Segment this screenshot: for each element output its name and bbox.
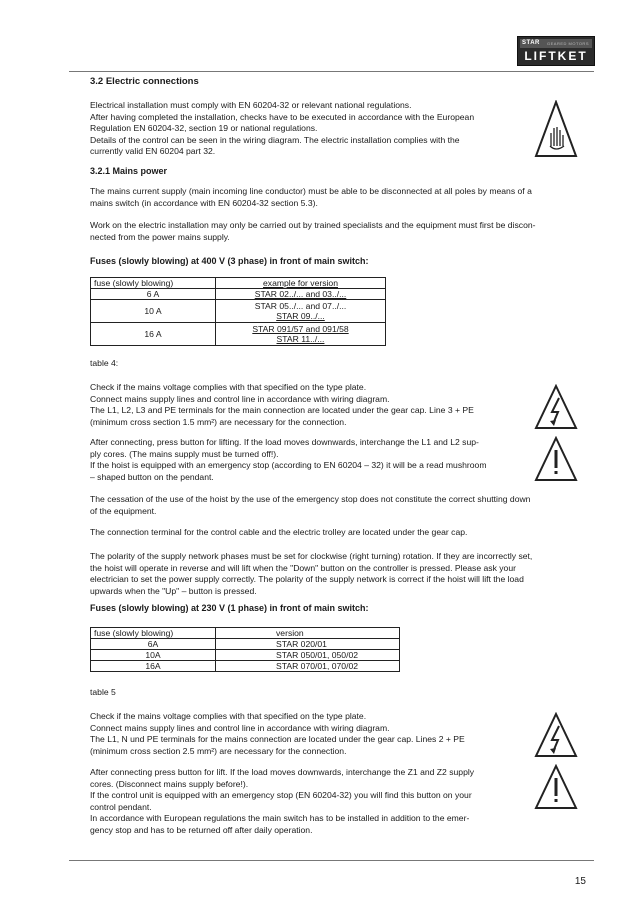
section-intro: Electrical installation must comply with EN 60204-32 or relevant national regulations. After having completed the installation, checks have to be executed in accordance with the European Regulation EN 60204-32, section 19 or national regulations. Details of the control can be seen in the wiring diagram. The electric installation complies with the currently valid EN 60204 part 32.	[90, 100, 475, 157]
table-header-row	[91, 628, 400, 639]
fuses-230-heading: Fuses (slowly blowing) at 230 V (1 phase) in front of main switch:	[90, 603, 369, 613]
table-cell: STAR 070/01, 070/02	[216, 661, 400, 672]
footer-rule	[69, 860, 594, 861]
table-cell: STAR 05../... and 07../... STAR 09../...	[216, 300, 386, 323]
table-cell: 6A	[91, 639, 216, 650]
block-6: Check if the mains voltage complies with that specified on the type plate. Connect mains supply lines and control line in accordance with wiring diagram. The L1, N und PE terminals for the mains connection are located under the gear cap. Lines 2 + PE (minimum cross section 2.5 mm²) are necessary for the connection.	[90, 711, 465, 756]
table-4-caption: table 4:	[90, 358, 119, 368]
block-7: After connecting press button for lift. If the load moves downwards, interchange the Z1 and Z2 supply cores. (Disconnect mains supply before!). If the control unit is equipped with an emergency stop (EN 60204-32) you will find this button on your control pendant. In accordance with European regulations the main switch has to be installed in addition to the emer- gency stop and has to be returned off after daily operation.	[90, 767, 475, 835]
block-3: The cessation of the use of the hoist by the use of the emergency stop does not constitute the correct shutting down of the equipment.	[90, 494, 531, 516]
hand-warning-icon	[534, 100, 578, 158]
exclamation-warning-icon	[534, 436, 578, 482]
table-row	[91, 289, 386, 300]
mains-para-2: Work on the electric installation may only be carried out by trained specialists and the equipment must first be discon- nected from the power mains supply.	[90, 220, 536, 242]
table-cell: STAR 091/57 and 091/58 STAR 11../...	[216, 323, 386, 346]
block-4: The connection terminal for the control cable and the electric trolley are located under the gear cap.	[90, 527, 468, 537]
fuses-230-table	[90, 627, 400, 672]
table-row	[91, 639, 400, 650]
table-cell: 10 A	[91, 300, 216, 323]
table-5-caption: table 5	[90, 687, 116, 697]
mains-para-1: The mains current supply (main incoming line conductor) must be able to be disconnected at all poles by means of a mains switch (in accordance with EN 60204-32 section 5.3).	[90, 186, 532, 208]
electric-warning-icon	[534, 384, 578, 430]
block-2: After connecting, press button for lifting. If the load moves downwards, interchange the L1 and L2 sup- ply cores. (The mains supply must be turned off!). If the hoist is equipped with an emergency stop (according to EN 60204 – 32) it will be a read mushroom – shaped button on the pendant.	[90, 437, 487, 482]
table-row	[91, 300, 386, 323]
table-row	[91, 661, 400, 672]
table-header-cell: version	[216, 628, 400, 639]
table-header-cell: example for version	[216, 278, 386, 289]
table-header-cell: fuse (slowly blowing)	[91, 278, 216, 289]
table-cell: STAR 02../... and 03../...	[216, 289, 386, 300]
section-title: 3.2 Electric connections	[90, 76, 199, 87]
table-cell: STAR 050/01, 050/02	[216, 650, 400, 661]
table-cell: 6 A	[91, 289, 216, 300]
table-header-cell: fuse (slowly blowing)	[91, 628, 216, 639]
liftket-logo: STAR GEARED MOTORS LIFTKET	[517, 36, 595, 66]
block-5: The polarity of the supply network phases must be set for clockwise (right turning) rotation. If they are incorrectly set, the hoist will operate in reverse and will lift when the "Down" button on the controller is pressed. Please ask your electrician to set the power supply correctly. The polarity of the supply network is correct if the hoist will lift the load upwards when the "Up" – button is pressed.	[90, 551, 533, 596]
table-cell: 16A	[91, 661, 216, 672]
table-header-row	[91, 278, 386, 289]
fuses-400-table	[90, 277, 386, 346]
table-row	[91, 650, 400, 661]
page-number: 15	[574, 876, 586, 887]
header-rule	[69, 71, 594, 72]
block-1: Check if the mains voltage complies with that specified on the type plate. Connect mains supply lines and control line in accordance with wiring diagram. The L1, L2, L3 and PE terminals for the main connection are located under the gear cap. Line 3 + PE (minimum cross section 1.5 mm²) are necessary for the connection.	[90, 382, 474, 427]
subsection-title: 3.2.1 Mains power	[90, 166, 168, 176]
table-cell: 16 A	[91, 323, 216, 346]
electric-warning-icon	[534, 712, 578, 758]
table-cell: 10A	[91, 650, 216, 661]
fuses-400-heading: Fuses (slowly blowing) at 400 V (3 phase) in front of main switch:	[90, 256, 369, 266]
table-row	[91, 323, 386, 346]
exclamation-warning-icon	[534, 764, 578, 810]
table-cell: STAR 020/01	[216, 639, 400, 650]
